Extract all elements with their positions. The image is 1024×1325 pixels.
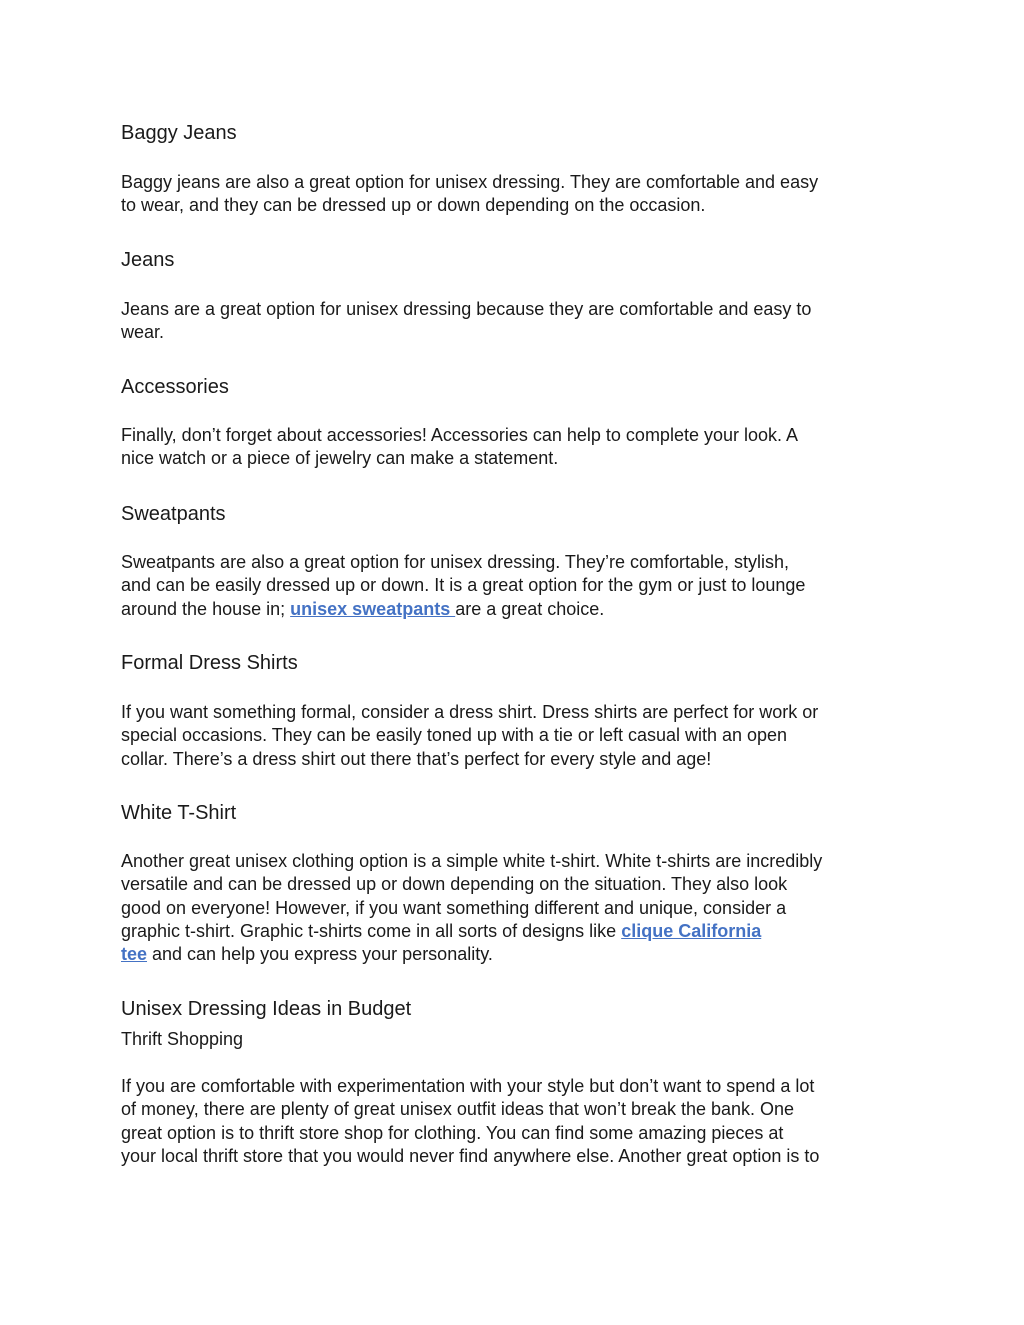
paragraph-thrift-shopping	[121, 1075, 921, 1168]
section-heading-jeans: Jeans	[121, 249, 175, 271]
text-line: and can be easily dressed up or down. It is a great option for the gym or just to lounge	[121, 575, 806, 596]
paragraph-baggy-jeans	[121, 171, 921, 218]
text-line: If you are comfortable with experimentation with your style but don’t want to spend a lot	[121, 1076, 815, 1096]
text-fragment: are a great choice.	[455, 598, 605, 619]
text-line: great option is to thrift store shop for clothing. You can find some amazing pieces at	[121, 1122, 784, 1143]
paragraph-jeans	[121, 298, 921, 345]
text-line	[121, 943, 921, 966]
text-line: Finally, don’t forget about accessories! Accessories can help to complete your look. A	[121, 425, 799, 445]
text-line: nice watch or a piece of jewelry can make a statement.	[121, 448, 559, 469]
section-heading-unisex-dressing-ideas: Unisex Dressing Ideas in Budget	[121, 998, 412, 1020]
text-line: Jeans are a great option for unisex dressing because they are comfortable and easy to	[121, 299, 812, 319]
text-line: to wear, and they can be dressed up or down depending on the occasion.	[121, 195, 706, 216]
text-fragment: around the house in;	[121, 598, 291, 619]
section-heading-baggy-jeans: Baggy Jeans	[121, 122, 237, 144]
section-heading-formal-dress-shirts: Formal Dress Shirts	[121, 652, 298, 674]
paragraph-white-t-shirt	[121, 850, 921, 966]
text-line: versatile and can be dressed up or down depending on the situation. They also look	[121, 874, 788, 895]
text-line: Baggy jeans are also a great option for unisex dressing. They are comfortable and easy	[121, 172, 819, 192]
subheading-thrift-shopping: Thrift Shopping	[121, 1029, 244, 1049]
unisex-sweatpants-link[interactable]: unisex sweatpants	[290, 598, 456, 619]
text-line: special occasions. They can be easily toned up with a tie or left casual with an open	[121, 725, 788, 746]
text-line: Another great unisex clothing option is a simple white t-shirt. White t-shirts are incredibly	[121, 851, 823, 871]
text-line: good on everyone! However, if you want something different and unique, consider a	[121, 897, 787, 918]
paragraph-sweatpants	[121, 551, 921, 621]
text-line: wear.	[121, 322, 165, 343]
section-heading-white-t-shirt: White T-Shirt	[121, 802, 237, 824]
text-line: Sweatpants are also a great option for unisex dressing. They’re comfortable, stylish,	[121, 552, 790, 572]
text-line: collar. There’s a dress shirt out there that’s perfect for every style and age!	[121, 748, 712, 769]
clique-california-tee-link[interactable]: clique California	[621, 920, 762, 941]
paragraph-formal-dress-shirts	[121, 701, 921, 771]
text-line	[121, 920, 921, 943]
section-heading-accessories: Accessories	[121, 376, 229, 398]
paragraph-accessories	[121, 424, 921, 471]
section-heading-sweatpants: Sweatpants	[121, 503, 226, 525]
text-fragment: and can help you express your personality.	[147, 944, 493, 965]
text-line: your local thrift store that you would never find anywhere else. Another great option is to	[121, 1145, 820, 1166]
text-fragment: graphic t-shirt. Graphic t-shirts come in all sorts of designs like	[121, 920, 622, 941]
text-line	[121, 598, 921, 621]
text-line: If you want something formal, consider a dress shirt. Dress shirts are perfect for work or	[121, 702, 819, 722]
clique-california-tee-link-continued[interactable]: tee	[121, 944, 148, 965]
text-line: of money, there are plenty of great unisex outfit ideas that won’t break the bank. One	[121, 1099, 795, 1120]
